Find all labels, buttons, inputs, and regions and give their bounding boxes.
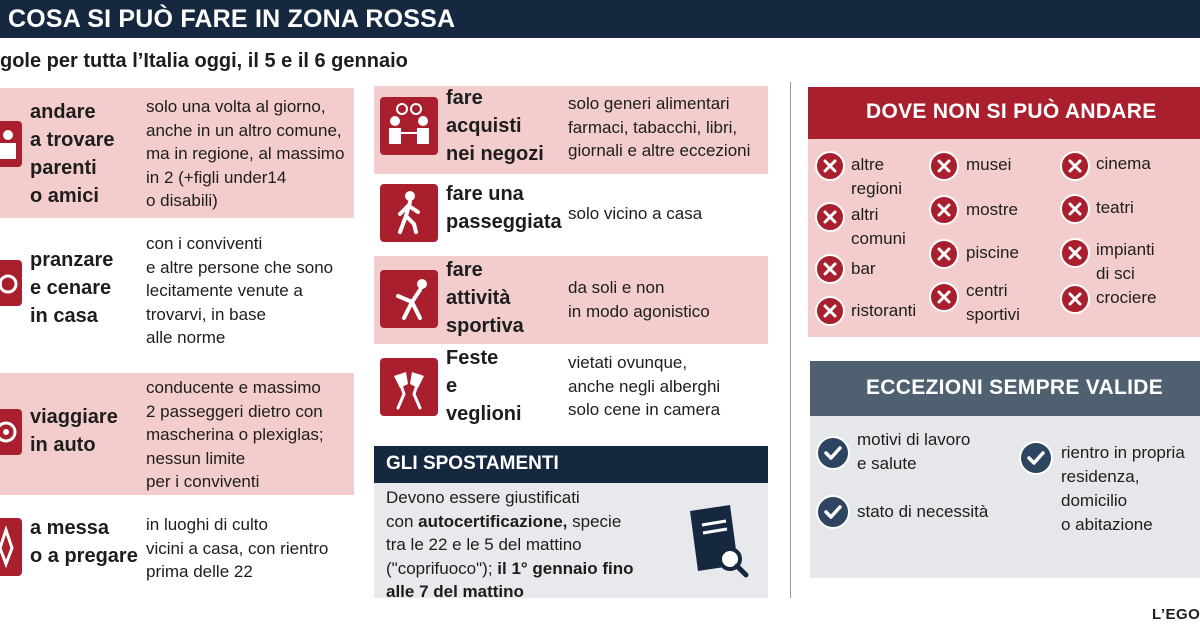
- activity-row-dinner: [0, 228, 354, 358]
- x-icon: [815, 202, 845, 232]
- title-bar: [0, 0, 1200, 38]
- exception-item: motivi di lavoro e salute: [857, 430, 971, 473]
- activity-description: con i conviventi e altre persone che sono lecitamente venute a trovarvi, in base alle norme: [146, 234, 334, 347]
- activity-description: in luoghi di culto vicini a casa, con rientro prima delle 22: [146, 515, 329, 581]
- dinner-plate-icon: [0, 260, 22, 306]
- champagne-glasses-icon: [380, 358, 438, 416]
- activity-row-church: [0, 510, 354, 590]
- activity-row-car: [0, 373, 354, 495]
- place-item: mostre: [966, 200, 1018, 219]
- activity-label: Feste e veglioni: [446, 347, 522, 425]
- car-wheel-icon: [0, 409, 22, 455]
- walking-person-icon: [380, 184, 438, 242]
- family-icon: [0, 121, 22, 167]
- x-icon: [929, 239, 959, 269]
- x-icon: [929, 282, 959, 312]
- x-icon: [815, 151, 845, 181]
- place-item: musei: [966, 155, 1012, 174]
- activity-label: fare acquisti nei negozi: [446, 87, 544, 165]
- place-item: piscine: [966, 243, 1019, 262]
- activity-description: solo una volta al giorno, anche in un altro comune, ma in regione, al massimo in 2 (+figli under14 o disabili): [146, 97, 345, 210]
- spostamenti-header: [374, 446, 768, 483]
- column-divider: [790, 82, 791, 598]
- exception-item: rientro in propria residenza, domicilio o abitazione: [1061, 443, 1185, 534]
- praying-hands-icon: [0, 518, 22, 576]
- place-item: teatri: [1096, 198, 1134, 217]
- exception-item: stato di necessità: [857, 502, 989, 521]
- spostamenti-title: GLI SPOSTAMENTI: [386, 453, 559, 474]
- place-item: crociere: [1096, 288, 1157, 307]
- place-item: centri sportivi: [966, 281, 1020, 324]
- spostamenti-text: Devono essere giustificati con autocertificazione, specie tra le 22 e le 5 del mattino ("coprifuoco"); il 1° gennaio fino alle 7 del mattino: [386, 488, 634, 601]
- activity-label: viaggiare in auto: [30, 406, 118, 456]
- publisher-logo: L’EGO: [1152, 606, 1200, 623]
- x-icon: [815, 254, 845, 284]
- place-item: altri comuni: [851, 205, 906, 248]
- x-icon: [1060, 284, 1090, 314]
- place-item: bar: [851, 259, 876, 278]
- activity-label: a messa o a pregare: [30, 517, 138, 567]
- activity-label: fare una passeggiata: [446, 183, 562, 233]
- exercise-icon: [380, 270, 438, 328]
- activity-label: fare attività sportiva: [446, 259, 524, 337]
- page-title: COSA SI PUÒ FARE IN ZONA ROSSA: [8, 5, 456, 33]
- activity-row-sport: [374, 256, 768, 344]
- shopping-icon: [380, 97, 438, 155]
- eccezioni-title: ECCEZIONI SEMPRE VALIDE: [866, 376, 1164, 399]
- check-icon: [816, 495, 850, 529]
- place-item: impianti di sci: [1096, 240, 1155, 283]
- dove-non-title: DOVE NON SI PUÒ ANDARE: [866, 100, 1157, 123]
- place-item: altre regioni: [851, 155, 903, 198]
- spostamenti-box: [374, 483, 768, 601]
- check-icon: [816, 436, 850, 470]
- activity-row-shopping: [374, 86, 768, 174]
- activity-description: solo generi alimentari farmaci, tabacchi, libri, giornali e altre eccezioni: [568, 94, 751, 160]
- activity-description: da soli e non in modo agonistico: [568, 278, 710, 321]
- place-item: cinema: [1096, 154, 1151, 173]
- place-item: ristoranti: [851, 301, 917, 320]
- activity-row-walk: [374, 178, 768, 248]
- activity-label: andare a trovare parenti o amici: [30, 101, 115, 207]
- x-icon: [1060, 151, 1090, 181]
- eccezioni-header: [810, 361, 1200, 416]
- x-icon: [1060, 194, 1090, 224]
- activity-row-visit: [0, 88, 354, 218]
- activity-description: vietati ovunque, anche negli alberghi solo cene in camera: [568, 353, 721, 419]
- page-subtitle: gole per tutta l’Italia oggi, il 5 e il 6 gennaio: [0, 50, 408, 72]
- check-icon: [1019, 441, 1053, 475]
- x-icon: [929, 195, 959, 225]
- activity-description: conducente e massimo 2 passeggeri dietro con mascherina o plexiglas; nessun limite per i conviventi: [146, 378, 324, 491]
- activity-description: solo vicino a casa: [568, 204, 703, 223]
- dove-non-header: [808, 87, 1200, 139]
- activity-label: pranzare e cenare in casa: [30, 249, 114, 327]
- activity-row-party: [374, 344, 768, 434]
- x-icon: [929, 151, 959, 181]
- document-search-icon: [686, 503, 756, 579]
- x-icon: [815, 296, 845, 326]
- x-icon: [1060, 238, 1090, 268]
